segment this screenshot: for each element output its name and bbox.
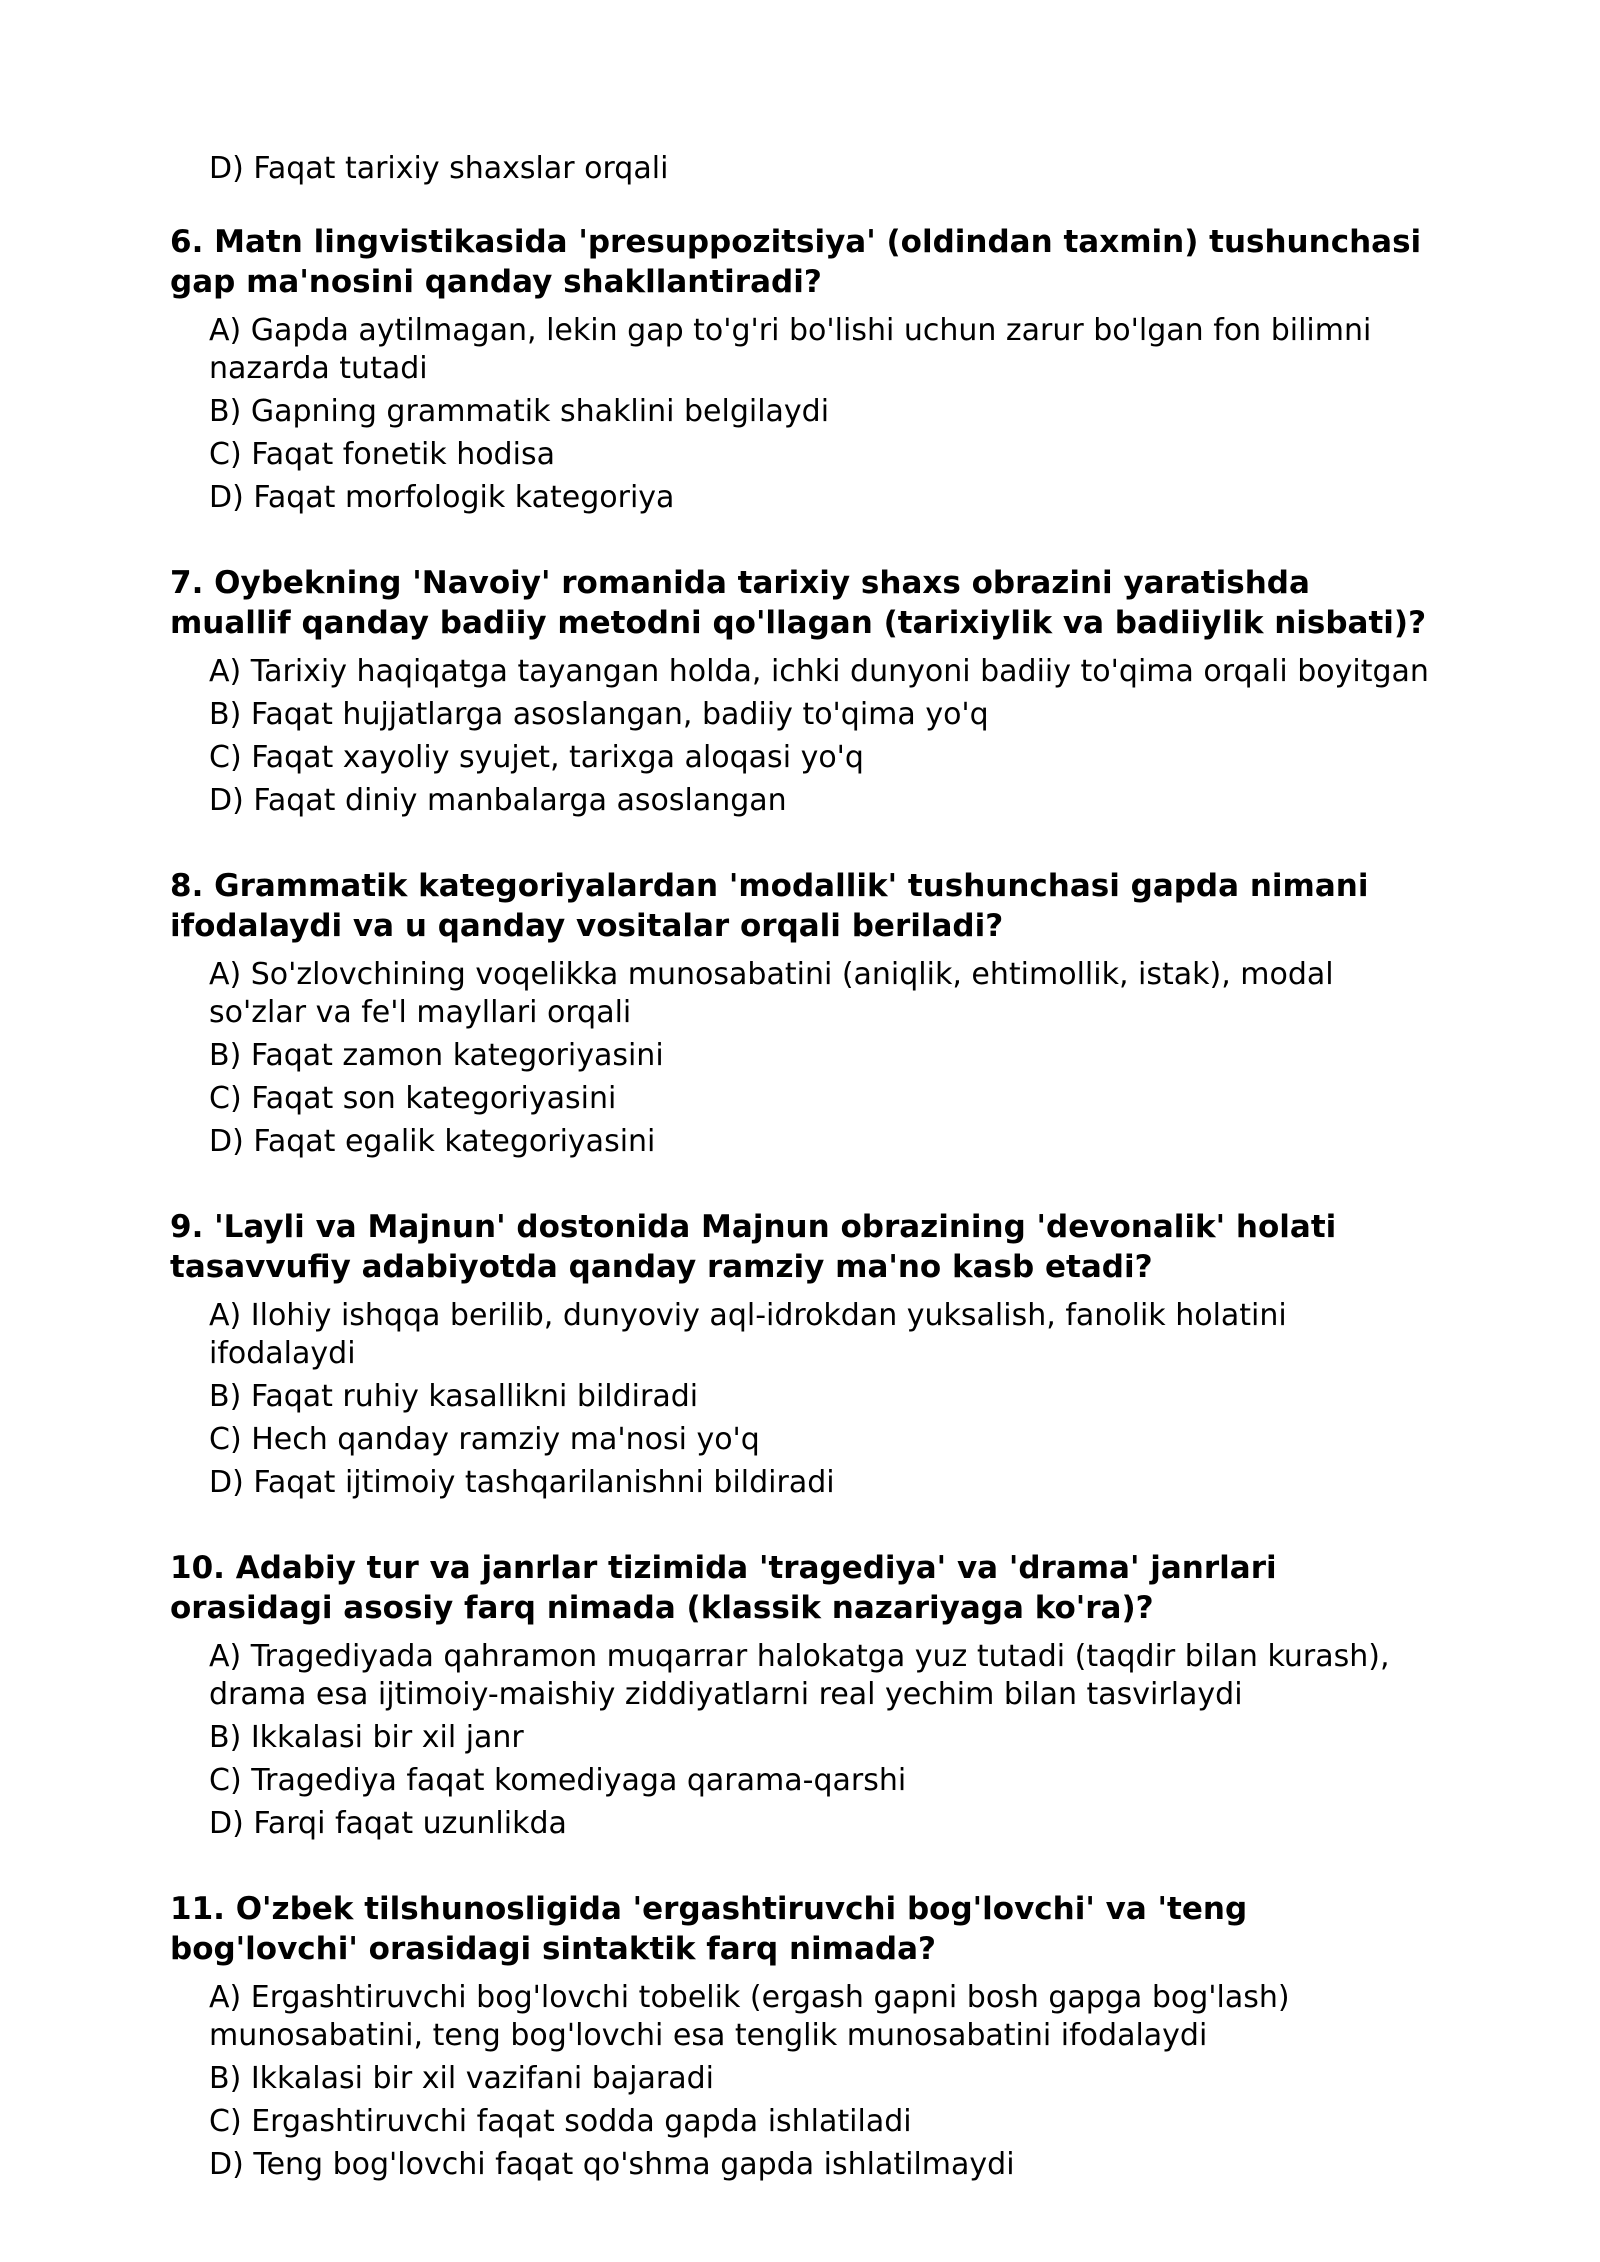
question-8 xyxy=(170,866,1440,1161)
option-b: B) Faqat ruhiy kasallikni bildiradi xyxy=(209,1379,699,1414)
question-text: 6. Matn lingvistikasida 'presuppozitsiya' (oldindan taxmin) tushunchasi gap ma'nosini qanday shakllantiradi? xyxy=(170,224,1422,300)
option-c: C) Faqat fonetik hodisa xyxy=(209,437,555,472)
question-9 xyxy=(170,1207,1440,1502)
question-6 xyxy=(170,222,1440,517)
option-a: A) Tragediyada qahramon muqarrar halokatga yuz tutadi (taqdir bilan kurash), drama esa ijtimoiy-maishiy ziddiyatlarni real yechim bilan tasvirlaydi xyxy=(209,1639,1390,1712)
question-7 xyxy=(170,563,1440,820)
option-c: C) Hech qanday ramziy ma'nosi yo'q xyxy=(209,1422,760,1457)
question-text: 10. Adabiy tur va janrlar tizimida 'tragediya' va 'drama' janrlari orasidagi asosiy farq nimada (klassik nazariyaga ko'ra)? xyxy=(170,1550,1277,1626)
option-a: A) So'zlovchining voqelikka munosabatini (aniqlik, ehtimollik, istak), modal so'zlar va fe'l mayllari orqali xyxy=(209,957,1334,1030)
question-11 xyxy=(170,1889,1440,2184)
option-b: B) Faqat hujjatlarga asoslangan, badiiy to'qima yo'q xyxy=(209,697,989,732)
question-text: 9. 'Layli va Majnun' dostonida Majnun obrazining 'devonalik' holati tasavvufiy adabiyotda qanday ramziy ma'no kasb etadi? xyxy=(170,1209,1337,1285)
option-a: A) Tarixiy haqiqatga tayangan holda, ichki dunyoni badiiy to'qima orqali boyitgan xyxy=(209,654,1429,689)
question-text: 11. O'zbek tilshunosligida 'ergashtiruvchi bog'lovchi' va 'teng bog'lovchi' orasidagi sintaktik farq nimada? xyxy=(170,1891,1248,1967)
option-d: D) Teng bog'lovchi faqat qo'shma gapda ishlatilmaydi xyxy=(209,2147,1015,2182)
question-10 xyxy=(170,1548,1440,1843)
option-d: D) Faqat morfologik kategoriya xyxy=(209,480,675,515)
option-c: C) Faqat son kategoriyasini xyxy=(209,1081,617,1116)
option-a: A) Ilohiy ishqqa berilib, dunyoviy aql-idrokdan yuksalish, fanolik holatini ifodalaydi xyxy=(209,1298,1287,1371)
option-b: B) Faqat zamon kategoriyasini xyxy=(209,1038,664,1073)
option-c: C) Tragediya faqat komediyaga qarama-qarshi xyxy=(209,1763,907,1798)
option-c: C) Faqat xayoliy syujet, tarixga aloqasi yo'q xyxy=(209,740,864,775)
option-b: B) Gapning grammatik shaklini belgilaydi xyxy=(209,394,830,429)
question-text: 7. Oybekning 'Navoiy' romanida tarixiy shaxs obrazini yaratishda muallif qanday badiiy metodni qo'llagan (tarixiylik va badiiylik nisbati)? xyxy=(170,565,1427,641)
option-c: C) Ergashtiruvchi faqat sodda gapda ishlatiladi xyxy=(209,2104,912,2139)
question-text: 8. Grammatik kategoriyalardan 'modallik' tushunchasi gapda nimani ifodalaydi va u qanday vositalar orqali beriladi? xyxy=(170,868,1369,944)
option-a: A) Gapda aytilmagan, lekin gap to'g'ri bo'lishi uchun zarur bo'lgan fon bilimni nazarda tutadi xyxy=(209,313,1372,386)
option-a: A) Ergashtiruvchi bog'lovchi tobelik (ergash gapni bosh gapga bog'lash) munosabatini, teng bog'lovchi esa tenglik munosabatini ifodalaydi xyxy=(209,1980,1290,2053)
leading-option: D) Faqat tarixiy shaxslar orqali xyxy=(209,151,669,186)
option-d: D) Farqi faqat uzunlikda xyxy=(209,1806,567,1841)
option-b: B) Ikkalasi bir xil vazifani bajaradi xyxy=(209,2061,714,2096)
option-d: D) Faqat diniy manbalarga asoslangan xyxy=(209,783,787,818)
option-b: B) Ikkalasi bir xil janr xyxy=(209,1720,524,1755)
option-d: D) Faqat egalik kategoriyasini xyxy=(209,1124,656,1159)
option-d: D) Faqat ijtimoiy tashqarilanishni bildiradi xyxy=(209,1465,835,1500)
